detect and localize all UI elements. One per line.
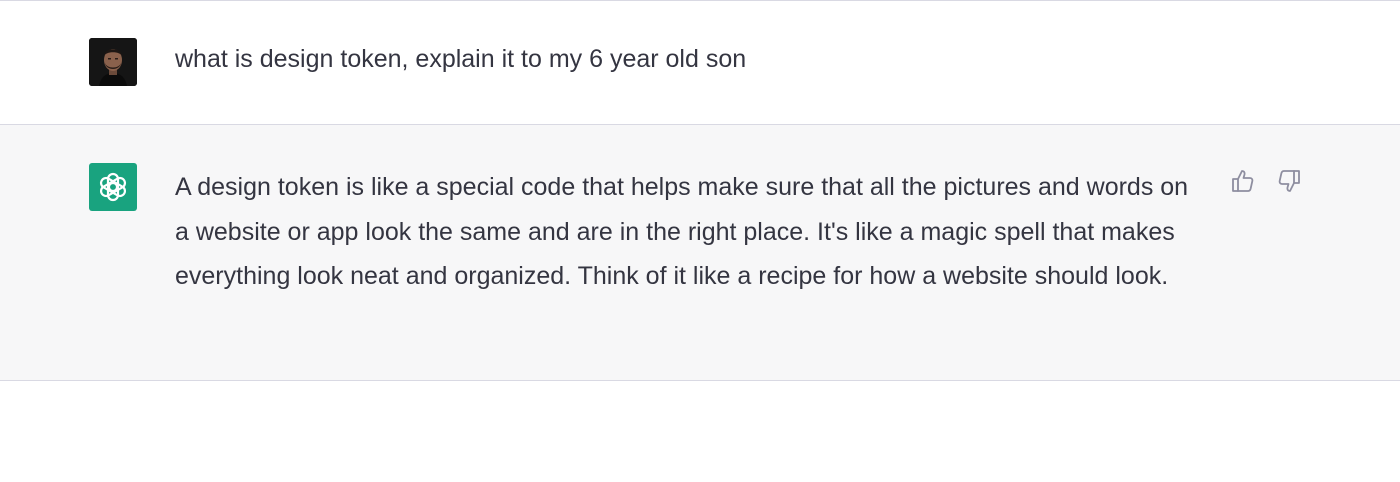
user-message-row xyxy=(0,1,1400,125)
openai-logo-icon xyxy=(96,170,130,204)
assistant-message-row xyxy=(0,125,1400,381)
assistant-message-text: A design token is like a special code that helps make sure that all the pictures and words on a website or app look the same and are in the right place. It's like a magic spell that makes everything look neat and organized. Think of it like a recipe for how a website should look. xyxy=(175,173,1189,290)
thumbs-down-button[interactable] xyxy=(1276,167,1302,195)
thumbs-up-icon xyxy=(1231,168,1255,194)
thumbs-down-icon xyxy=(1277,168,1301,194)
feedback-controls xyxy=(1230,167,1302,195)
user-message-text: what is design token, explain it to my 6 year old son xyxy=(175,45,747,73)
user-avatar-image xyxy=(89,38,137,86)
user-avatar xyxy=(89,38,137,86)
thumbs-up-button[interactable] xyxy=(1230,167,1256,195)
assistant-avatar xyxy=(89,163,137,211)
